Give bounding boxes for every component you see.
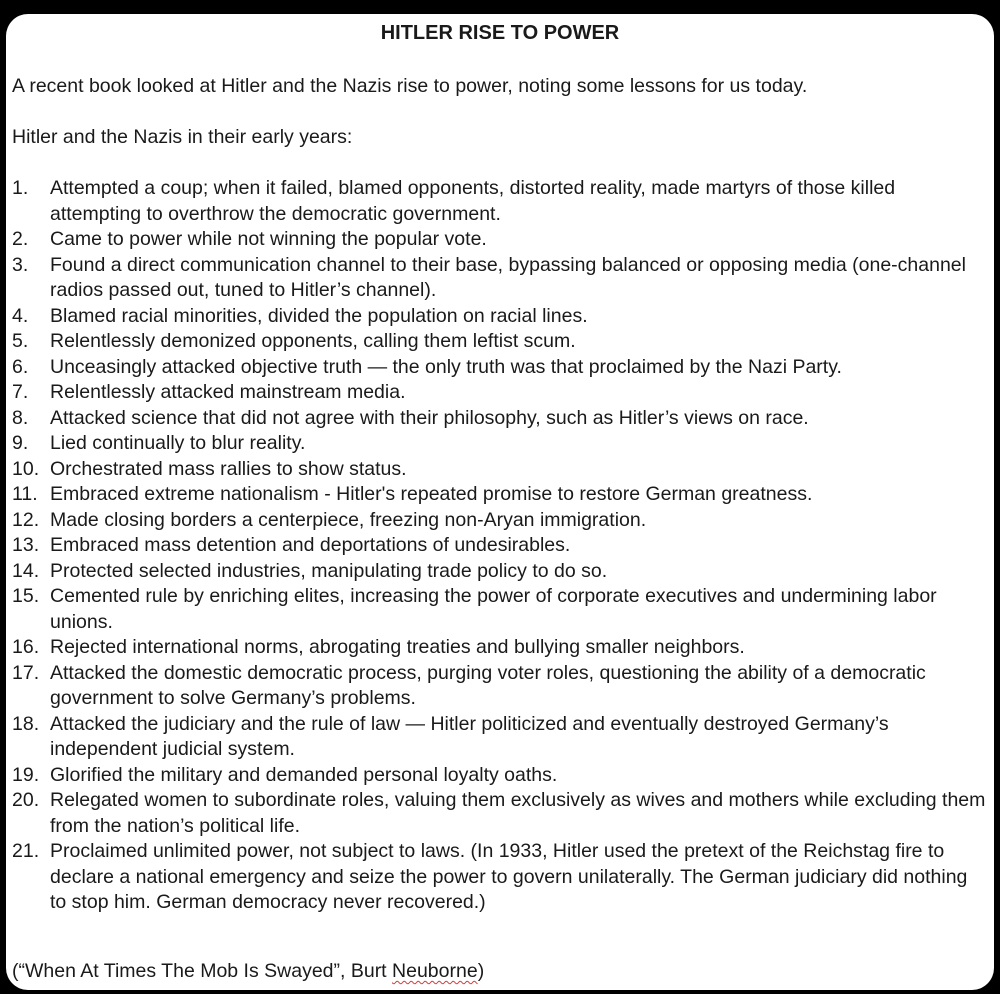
list-item: [12, 763, 988, 789]
list-item: [12, 253, 988, 304]
list-item-text: Relegated women to subordinate roles, valuing them exclusively as wives and mothers while excluding them from the nation’s political life.: [50, 789, 986, 837]
list-item-number: 15.: [12, 585, 40, 607]
list-item-text: Attacked the domestic democratic process, purging voter roles, questioning the ability of a democratic government to solve Germany’s problems.: [50, 661, 926, 709]
list-item: [12, 227, 988, 253]
list-item: [12, 406, 988, 432]
list-item-number: 17.: [12, 661, 40, 684]
list-item: [12, 839, 988, 916]
list-item-number: 7.: [12, 381, 29, 403]
list-item-number: 6.: [12, 355, 29, 378]
list-item-number: 4.: [12, 304, 29, 327]
source-citation-prefix: (“When At Times The Mob Is Swayed”, Burt: [12, 960, 393, 982]
list-item: [12, 635, 988, 661]
list-item: [12, 304, 988, 330]
list-item: [12, 584, 988, 635]
document-title: HITLER RISE TO POWER: [380, 22, 620, 44]
list-item: [12, 559, 988, 585]
source-author-surname: Neuborne: [392, 960, 478, 982]
list-item: [12, 482, 988, 508]
list-item: [12, 380, 988, 406]
list-item-number: 14.: [12, 559, 40, 582]
list-item-number: 11.: [12, 483, 38, 505]
list-item-text: Lied continually to blur reality.: [50, 432, 306, 454]
source-citation-suffix: ): [477, 960, 485, 982]
list-item-number: 12.: [12, 508, 40, 531]
list-item-number: 13.: [12, 534, 40, 556]
list-item: [12, 329, 988, 355]
early-years-heading: Hitler and the Nazis in their early years:: [12, 126, 353, 148]
numbered-list: [12, 176, 988, 916]
list-item: [12, 712, 988, 763]
list-item: [12, 176, 988, 227]
list-item-number: 3.: [12, 253, 29, 276]
list-item-number: 5.: [12, 330, 29, 352]
list-item-text: Embraced mass detention and deportations of undesirables.: [50, 534, 571, 556]
list-item-number: 16.: [12, 636, 40, 658]
list-item-text: Protected selected industries, manipulating trade policy to do so.: [50, 559, 608, 582]
list-item-number: 2.: [12, 228, 29, 250]
list-item: [12, 355, 988, 381]
list-item-text: Attempted a coup; when it failed, blamed opponents, distorted reality, made martyrs of those killed attempting to overthrow the democratic government.: [50, 177, 896, 225]
list-item: [12, 457, 988, 483]
list-item-text: Rejected international norms, abrogating treaties and bullying smaller neighbors.: [50, 636, 745, 658]
list-item-text: Glorified the military and demanded personal loyalty oaths.: [50, 763, 558, 786]
list-item-text: Came to power while not winning the popular vote.: [50, 228, 487, 250]
list-item-text: Proclaimed unlimited power, not subject to laws. (In 1933, Hitler used the pretext of the Reichstag fire to declare a national emergency and seize the power to govern unilaterally. The German judiciary did nothing to stop him. German democracy never recovered.): [50, 840, 968, 913]
list-item-text: Unceasingly attacked objective truth — the only truth was that proclaimed by the Nazi Party.: [50, 355, 842, 378]
list-item: [12, 508, 988, 534]
document-frame: [6, 14, 994, 990]
source-citation: [12, 959, 988, 985]
list-item-text: Cemented rule by enriching elites, increasing the power of corporate executives and undermining labor unions.: [50, 585, 937, 633]
list-item-text: Orchestrated mass rallies to show status.: [50, 457, 407, 480]
list-item-text: Relentlessly attacked mainstream media.: [50, 381, 406, 403]
intro-paragraph: A recent book looked at Hitler and the Nazis rise to power, noting some lessons for us today.: [12, 75, 808, 97]
list-item-number: 10.: [12, 457, 40, 480]
list-item-text: Attacked the judiciary and the rule of law — Hitler politicized and eventually destroyed Germany’s independent judicial system.: [50, 712, 889, 760]
list-item: [12, 661, 988, 712]
list-item-text: Embraced extreme nationalism - Hitler's repeated promise to restore German greatness.: [50, 483, 813, 505]
list-item-text: Attacked science that did not agree with their philosophy, such as Hitler’s views on race.: [50, 406, 809, 429]
list-item: [12, 788, 988, 839]
list-item-number: 19.: [12, 763, 40, 786]
list-item-text: Blamed racial minorities, divided the population on racial lines.: [50, 304, 588, 327]
list-item: [12, 533, 988, 559]
list-item-number: 1.: [12, 177, 29, 199]
list-item-number: 21.: [12, 840, 40, 862]
list-item-text: Found a direct communication channel to their base, bypassing balanced or opposing media (one-channel radios passed out, tuned to Hitler’s channel).: [50, 253, 966, 301]
list-item-number: 8.: [12, 406, 29, 429]
list-item-number: 18.: [12, 712, 40, 735]
list-item: [12, 431, 988, 457]
list-item-number: 20.: [12, 789, 40, 811]
list-item-text: Made closing borders a centerpiece, freezing non-Aryan immigration.: [50, 508, 647, 531]
list-item-number: 9.: [12, 432, 29, 454]
list-item-text: Relentlessly demonized opponents, calling them leftist scum.: [50, 330, 576, 352]
